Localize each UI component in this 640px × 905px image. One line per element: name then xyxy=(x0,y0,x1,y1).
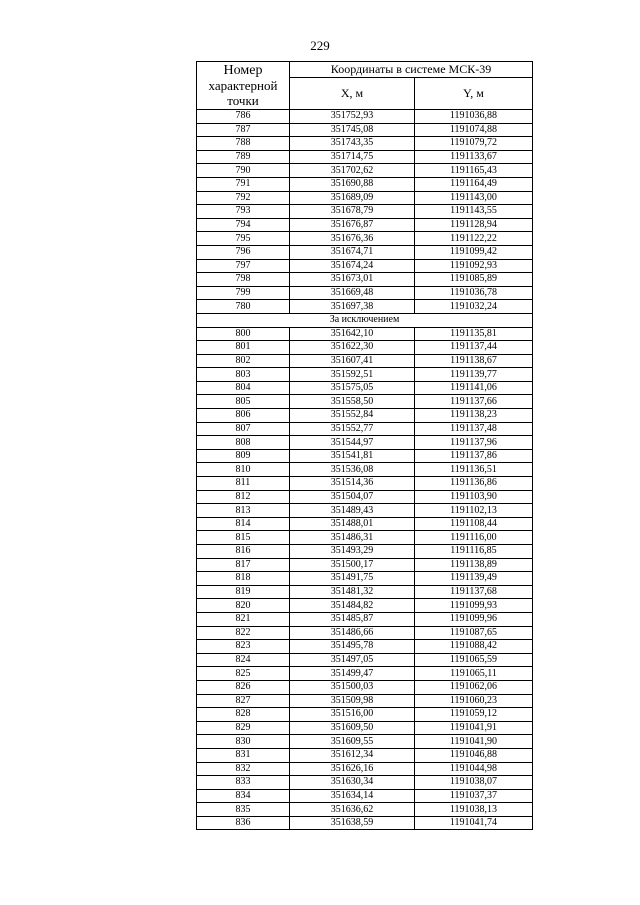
table-row xyxy=(197,110,533,124)
y-coordinate-cell: 1191128,94 xyxy=(415,218,533,232)
y-coordinate-cell: 1191141,06 xyxy=(415,381,533,395)
table-row xyxy=(197,680,533,694)
x-coordinate-cell: 351609,55 xyxy=(290,735,415,749)
y-coordinate-cell: 1191099,42 xyxy=(415,245,533,259)
table-row xyxy=(197,585,533,599)
y-coordinate-cell: 1191116,00 xyxy=(415,531,533,545)
x-coordinate-cell: 351541,81 xyxy=(290,449,415,463)
table-row xyxy=(197,545,533,559)
table-row xyxy=(197,463,533,477)
x-coordinate-cell: 351509,98 xyxy=(290,694,415,708)
point-number-header-main: Номер xyxy=(223,63,263,78)
x-coordinate-cell: 351495,78 xyxy=(290,640,415,654)
table-row xyxy=(197,232,533,246)
table-body xyxy=(197,110,533,830)
point-number-cell: 830 xyxy=(197,735,290,749)
x-coordinate-cell: 351612,34 xyxy=(290,748,415,762)
y-coordinate-cell: 1191059,12 xyxy=(415,708,533,722)
x-coordinate-cell: 351500,17 xyxy=(290,558,415,572)
x-coordinate-cell: 351607,41 xyxy=(290,354,415,368)
table-row xyxy=(197,354,533,368)
x-coordinate-cell: 351544,97 xyxy=(290,436,415,450)
table-row xyxy=(197,612,533,626)
point-number-cell: 821 xyxy=(197,612,290,626)
table-row xyxy=(197,150,533,164)
point-number-cell: 787 xyxy=(197,123,290,137)
y-coordinate-cell: 1191133,67 xyxy=(415,150,533,164)
point-number-cell: 820 xyxy=(197,599,290,613)
x-coordinate-cell: 351642,10 xyxy=(290,327,415,341)
y-coordinate-cell: 1191136,86 xyxy=(415,477,533,491)
x-coordinate-cell: 351504,07 xyxy=(290,490,415,504)
x-coordinate-cell: 351674,71 xyxy=(290,245,415,259)
point-number-cell: 780 xyxy=(197,300,290,314)
point-number-cell: 792 xyxy=(197,191,290,205)
y-coordinate-cell: 1191032,24 xyxy=(415,300,533,314)
point-number-cell: 808 xyxy=(197,436,290,450)
x-coordinate-cell: 351493,29 xyxy=(290,545,415,559)
point-number-cell: 816 xyxy=(197,545,290,559)
x-coordinate-cell: 351690,88 xyxy=(290,177,415,191)
point-number-cell: 799 xyxy=(197,286,290,300)
x-coordinate-cell: 351491,75 xyxy=(290,572,415,586)
point-number-cell: 803 xyxy=(197,368,290,382)
x-coordinate-cell: 351669,48 xyxy=(290,286,415,300)
table-row xyxy=(197,531,533,545)
x-coordinate-cell: 351745,08 xyxy=(290,123,415,137)
x-coordinate-cell: 351536,08 xyxy=(290,463,415,477)
point-number-cell: 835 xyxy=(197,803,290,817)
x-coordinate-cell: 351630,34 xyxy=(290,776,415,790)
table-row xyxy=(197,286,533,300)
x-coordinate-cell: 351676,87 xyxy=(290,218,415,232)
y-coordinate-cell: 1191062,06 xyxy=(415,680,533,694)
y-coordinate-cell: 1191036,88 xyxy=(415,110,533,124)
table-row xyxy=(197,504,533,518)
x-coordinate-cell: 351689,09 xyxy=(290,191,415,205)
point-number-cell: 836 xyxy=(197,816,290,830)
x-coordinate-cell: 351575,05 xyxy=(290,381,415,395)
table-row xyxy=(197,653,533,667)
point-number-cell: 832 xyxy=(197,762,290,776)
point-number-cell: 806 xyxy=(197,409,290,423)
y-coordinate-cell: 1191137,44 xyxy=(415,341,533,355)
section-row xyxy=(197,313,533,327)
table-row xyxy=(197,626,533,640)
point-number-cell: 801 xyxy=(197,341,290,355)
point-number-cell: 791 xyxy=(197,177,290,191)
table-row xyxy=(197,572,533,586)
y-coordinate-cell: 1191164,49 xyxy=(415,177,533,191)
x-coordinate-cell: 351743,35 xyxy=(290,137,415,151)
x-coordinate-cell: 351552,84 xyxy=(290,409,415,423)
y-coordinate-cell: 1191087,65 xyxy=(415,626,533,640)
table-row xyxy=(197,599,533,613)
point-number-cell: 797 xyxy=(197,259,290,273)
y-coordinate-cell: 1191143,00 xyxy=(415,191,533,205)
y-coordinate-cell: 1191137,96 xyxy=(415,436,533,450)
point-number-cell: 827 xyxy=(197,694,290,708)
table-row xyxy=(197,803,533,817)
point-number-cell: 829 xyxy=(197,721,290,735)
y-coordinate-cell: 1191137,68 xyxy=(415,585,533,599)
table-row xyxy=(197,191,533,205)
point-number-cell: 795 xyxy=(197,232,290,246)
point-number-cell: 798 xyxy=(197,273,290,287)
table-row xyxy=(197,381,533,395)
y-coordinate-cell: 1191092,93 xyxy=(415,259,533,273)
table-row xyxy=(197,137,533,151)
y-coordinate-cell: 1191108,44 xyxy=(415,517,533,531)
y-coordinate-cell: 1191102,13 xyxy=(415,504,533,518)
point-number-cell: 809 xyxy=(197,449,290,463)
point-number-header-sub: характерной точки xyxy=(208,78,278,108)
y-coordinate-cell: 1191036,78 xyxy=(415,286,533,300)
point-number-cell: 786 xyxy=(197,110,290,124)
y-coordinate-cell: 1191041,90 xyxy=(415,735,533,749)
point-number-cell: 834 xyxy=(197,789,290,803)
point-number-cell: 804 xyxy=(197,381,290,395)
table-row xyxy=(197,123,533,137)
page-number: 229 xyxy=(310,38,330,53)
x-coordinate-cell: 351622,30 xyxy=(290,341,415,355)
table-row xyxy=(197,721,533,735)
y-coordinate-cell: 1191138,67 xyxy=(415,354,533,368)
y-coordinate-cell: 1191137,86 xyxy=(415,449,533,463)
table-row xyxy=(197,517,533,531)
table-row xyxy=(197,558,533,572)
point-number-cell: 833 xyxy=(197,776,290,790)
table-row xyxy=(197,449,533,463)
table-row xyxy=(197,776,533,790)
table-row xyxy=(197,789,533,803)
y-coordinate-cell: 1191046,88 xyxy=(415,748,533,762)
y-coordinate-cell: 1191079,72 xyxy=(415,137,533,151)
table-row xyxy=(197,164,533,178)
y-coordinate-cell: 1191088,42 xyxy=(415,640,533,654)
table-row xyxy=(197,477,533,491)
x-coordinate-cell: 351500,03 xyxy=(290,680,415,694)
table-row xyxy=(197,816,533,830)
section-label: За исключением xyxy=(197,313,533,327)
y-coordinate-cell: 1191060,23 xyxy=(415,694,533,708)
y-coordinate-cell: 1191139,49 xyxy=(415,572,533,586)
point-number-cell: 823 xyxy=(197,640,290,654)
y-coordinate-cell: 1191136,51 xyxy=(415,463,533,477)
y-coordinate-cell: 1191099,96 xyxy=(415,612,533,626)
point-number-cell: 788 xyxy=(197,137,290,151)
x-column-header: X, м xyxy=(290,78,415,110)
coordinates-table xyxy=(196,61,533,830)
y-coordinate-cell: 1191143,55 xyxy=(415,205,533,219)
table-row xyxy=(197,748,533,762)
table-row xyxy=(197,409,533,423)
table-row xyxy=(197,205,533,219)
y-coordinate-cell: 1191044,98 xyxy=(415,762,533,776)
x-coordinate-cell: 351558,50 xyxy=(290,395,415,409)
x-coordinate-cell: 351634,14 xyxy=(290,789,415,803)
table-row xyxy=(197,245,533,259)
y-coordinate-cell: 1191137,48 xyxy=(415,422,533,436)
point-number-cell: 812 xyxy=(197,490,290,504)
point-number-cell: 810 xyxy=(197,463,290,477)
x-coordinate-cell: 351486,31 xyxy=(290,531,415,545)
table-row xyxy=(197,640,533,654)
table-row xyxy=(197,436,533,450)
y-coordinate-cell: 1191103,90 xyxy=(415,490,533,504)
point-number-cell: 819 xyxy=(197,585,290,599)
table-row xyxy=(197,395,533,409)
y-coordinate-cell: 1191116,85 xyxy=(415,545,533,559)
point-number-cell: 811 xyxy=(197,477,290,491)
point-number-cell: 800 xyxy=(197,327,290,341)
x-coordinate-cell: 351702,62 xyxy=(290,164,415,178)
y-coordinate-cell: 1191138,23 xyxy=(415,409,533,423)
point-number-cell: 813 xyxy=(197,504,290,518)
coordinates-header: Координаты в системе МСК-39 xyxy=(290,62,533,78)
x-coordinate-cell: 351486,66 xyxy=(290,626,415,640)
x-coordinate-cell: 351497,05 xyxy=(290,653,415,667)
point-number-header xyxy=(197,62,290,110)
x-coordinate-cell: 351674,24 xyxy=(290,259,415,273)
x-coordinate-cell: 351592,51 xyxy=(290,368,415,382)
y-coordinate-cell: 1191135,81 xyxy=(415,327,533,341)
table-row xyxy=(197,259,533,273)
y-coordinate-cell: 1191074,88 xyxy=(415,123,533,137)
x-coordinate-cell: 351499,47 xyxy=(290,667,415,681)
point-number-cell: 818 xyxy=(197,572,290,586)
point-number-cell: 790 xyxy=(197,164,290,178)
table-row xyxy=(197,708,533,722)
table-row xyxy=(197,273,533,287)
x-coordinate-cell: 351609,50 xyxy=(290,721,415,735)
x-coordinate-cell: 351714,75 xyxy=(290,150,415,164)
y-coordinate-cell: 1191037,37 xyxy=(415,789,533,803)
y-coordinate-cell: 1191041,91 xyxy=(415,721,533,735)
x-coordinate-cell: 351489,43 xyxy=(290,504,415,518)
point-number-cell: 817 xyxy=(197,558,290,572)
y-coordinate-cell: 1191137,66 xyxy=(415,395,533,409)
x-coordinate-cell: 351697,38 xyxy=(290,300,415,314)
point-number-cell: 814 xyxy=(197,517,290,531)
y-column-header: Y, м xyxy=(415,78,533,110)
y-coordinate-cell: 1191038,07 xyxy=(415,776,533,790)
y-coordinate-cell: 1191165,43 xyxy=(415,164,533,178)
x-coordinate-cell: 351485,87 xyxy=(290,612,415,626)
y-coordinate-cell: 1191065,59 xyxy=(415,653,533,667)
x-coordinate-cell: 351488,01 xyxy=(290,517,415,531)
table-row xyxy=(197,218,533,232)
table-row xyxy=(197,341,533,355)
table-row xyxy=(197,490,533,504)
y-coordinate-cell: 1191041,74 xyxy=(415,816,533,830)
x-coordinate-cell: 351636,62 xyxy=(290,803,415,817)
point-number-cell: 796 xyxy=(197,245,290,259)
table-row xyxy=(197,735,533,749)
point-number-cell: 805 xyxy=(197,395,290,409)
point-number-cell: 815 xyxy=(197,531,290,545)
point-number-cell: 822 xyxy=(197,626,290,640)
y-coordinate-cell: 1191138,89 xyxy=(415,558,533,572)
point-number-cell: 825 xyxy=(197,667,290,681)
x-coordinate-cell: 351752,93 xyxy=(290,110,415,124)
point-number-cell: 824 xyxy=(197,653,290,667)
y-coordinate-cell: 1191122,22 xyxy=(415,232,533,246)
point-number-cell: 794 xyxy=(197,218,290,232)
table-row xyxy=(197,368,533,382)
y-coordinate-cell: 1191038,13 xyxy=(415,803,533,817)
point-number-cell: 802 xyxy=(197,354,290,368)
x-coordinate-cell: 351514,36 xyxy=(290,477,415,491)
y-coordinate-cell: 1191099,93 xyxy=(415,599,533,613)
point-number-cell: 807 xyxy=(197,422,290,436)
y-coordinate-cell: 1191085,89 xyxy=(415,273,533,287)
table-row xyxy=(197,762,533,776)
x-coordinate-cell: 351484,82 xyxy=(290,599,415,613)
y-coordinate-cell: 1191139,77 xyxy=(415,368,533,382)
x-coordinate-cell: 351481,32 xyxy=(290,585,415,599)
table-row xyxy=(197,300,533,314)
point-number-cell: 828 xyxy=(197,708,290,722)
point-number-cell: 826 xyxy=(197,680,290,694)
table-row xyxy=(197,667,533,681)
x-coordinate-cell: 351676,36 xyxy=(290,232,415,246)
x-coordinate-cell: 351673,01 xyxy=(290,273,415,287)
x-coordinate-cell: 351626,16 xyxy=(290,762,415,776)
table-row xyxy=(197,327,533,341)
table-row xyxy=(197,422,533,436)
x-coordinate-cell: 351678,79 xyxy=(290,205,415,219)
table-row xyxy=(197,694,533,708)
point-number-cell: 789 xyxy=(197,150,290,164)
x-coordinate-cell: 351516,00 xyxy=(290,708,415,722)
point-number-cell: 793 xyxy=(197,205,290,219)
x-coordinate-cell: 351552,77 xyxy=(290,422,415,436)
point-number-cell: 831 xyxy=(197,748,290,762)
table-row xyxy=(197,177,533,191)
y-coordinate-cell: 1191065,11 xyxy=(415,667,533,681)
x-coordinate-cell: 351638,59 xyxy=(290,816,415,830)
